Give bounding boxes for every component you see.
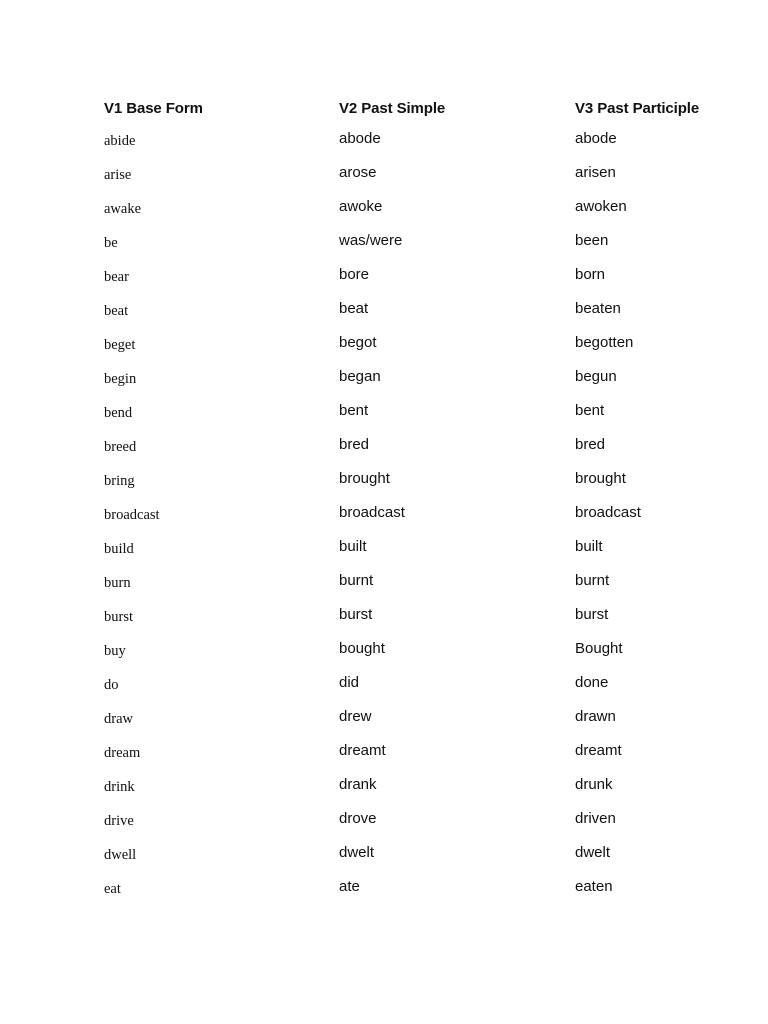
- v2-past-simple-cell: built: [339, 538, 367, 555]
- table-row: [104, 876, 724, 910]
- v2-past-simple-cell: drank: [339, 776, 377, 793]
- v1-base-form-cell: dream: [104, 745, 141, 761]
- v1-base-form-cell: beat: [104, 303, 129, 319]
- v1-base-form-cell: drink: [104, 779, 135, 795]
- table-row: [104, 400, 724, 434]
- v1-base-form-cell: build: [104, 541, 134, 557]
- v1-base-form-cell: abide: [104, 133, 136, 149]
- header-v2-past-simple: V2 Past Simple: [339, 100, 446, 117]
- v2-past-simple-cell: dwelt: [339, 844, 375, 861]
- table-row: [104, 434, 724, 468]
- table-row: [104, 706, 724, 740]
- v1-base-form-cell: bring: [104, 473, 135, 489]
- v3-past-participle-cell: brought: [575, 470, 626, 487]
- irregular-verbs-table: [104, 98, 724, 910]
- table-row: [104, 468, 724, 502]
- table-row: [104, 366, 724, 400]
- v1-base-form-cell: burn: [104, 575, 131, 591]
- table-row: [104, 332, 724, 366]
- v1-base-form-cell: drive: [104, 813, 134, 829]
- table-header-row: [104, 98, 724, 128]
- v1-base-form-cell: burst: [104, 609, 133, 625]
- v2-past-simple-cell: dreamt: [339, 742, 386, 759]
- v3-past-participle-cell: awoken: [575, 198, 627, 215]
- v1-base-form-cell: begin: [104, 371, 137, 387]
- table-row: [104, 774, 724, 808]
- v3-past-participle-cell: born: [575, 266, 606, 283]
- v3-past-participle-cell: eaten: [575, 878, 613, 895]
- v1-base-form-cell: breed: [104, 439, 137, 455]
- v3-past-participle-cell: broadcast: [575, 504, 641, 521]
- v2-past-simple-cell: bent: [339, 402, 369, 419]
- v2-past-simple-cell: was/were: [339, 232, 403, 249]
- v2-past-simple-cell: broadcast: [339, 504, 405, 521]
- table-body: [104, 128, 724, 910]
- v2-past-simple-cell: brought: [339, 470, 390, 487]
- v3-past-participle-cell: dreamt: [575, 742, 622, 759]
- v3-past-participle-cell: begotten: [575, 334, 634, 351]
- table-row: [104, 162, 724, 196]
- v3-past-participle-cell: beaten: [575, 300, 621, 317]
- v2-past-simple-cell: begot: [339, 334, 377, 351]
- v2-past-simple-cell: did: [339, 674, 360, 691]
- table-row: [104, 672, 724, 706]
- table-row: [104, 570, 724, 604]
- table-row: [104, 842, 724, 876]
- v1-base-form-cell: arise: [104, 167, 132, 183]
- v3-past-participle-cell: done: [575, 674, 609, 691]
- v1-base-form-cell: bend: [104, 405, 133, 421]
- v3-past-participle-cell: arisen: [575, 164, 616, 181]
- v3-past-participle-cell: begun: [575, 368, 617, 385]
- v1-base-form-cell: buy: [104, 643, 126, 659]
- v3-past-participle-cell: bred: [575, 436, 606, 453]
- v1-base-form-cell: awake: [104, 201, 142, 217]
- v3-past-participle-cell: burnt: [575, 572, 610, 589]
- table-row: [104, 230, 724, 264]
- v3-past-participle-cell: bent: [575, 402, 605, 419]
- v2-past-simple-cell: awoke: [339, 198, 383, 215]
- v1-base-form-cell: dwell: [104, 847, 137, 863]
- v1-base-form-cell: bear: [104, 269, 129, 285]
- v1-base-form-cell: draw: [104, 711, 133, 727]
- table-row: [104, 502, 724, 536]
- v3-past-participle-cell: driven: [575, 810, 616, 827]
- v2-past-simple-cell: drew: [339, 708, 372, 725]
- v1-base-form-cell: eat: [104, 881, 121, 897]
- v1-base-form-cell: broadcast: [104, 507, 160, 523]
- v2-past-simple-cell: drove: [339, 810, 377, 827]
- v3-past-participle-cell: burst: [575, 606, 609, 623]
- table-row: [104, 638, 724, 672]
- v2-past-simple-cell: abode: [339, 130, 381, 147]
- v3-past-participle-cell: dwelt: [575, 844, 611, 861]
- v1-base-form-cell: beget: [104, 337, 136, 353]
- table-row: [104, 264, 724, 298]
- table-row: [104, 808, 724, 842]
- v3-past-participle-cell: drunk: [575, 776, 613, 793]
- table-row: [104, 604, 724, 638]
- v2-past-simple-cell: bought: [339, 640, 385, 657]
- v2-past-simple-cell: ate: [339, 878, 360, 895]
- v2-past-simple-cell: began: [339, 368, 381, 385]
- v3-past-participle-cell: built: [575, 538, 603, 555]
- v3-past-participle-cell: drawn: [575, 708, 616, 725]
- header-v3-past-participle: V3 Past Participle: [575, 100, 700, 117]
- v2-past-simple-cell: bore: [339, 266, 370, 283]
- table-row: [104, 740, 724, 774]
- v2-past-simple-cell: bred: [339, 436, 370, 453]
- v3-past-participle-cell: abode: [575, 130, 617, 147]
- v1-base-form-cell: do: [104, 677, 119, 693]
- v2-past-simple-cell: burst: [339, 606, 373, 623]
- v2-past-simple-cell: arose: [339, 164, 377, 181]
- table-row: [104, 128, 724, 162]
- table-row: [104, 196, 724, 230]
- v1-base-form-cell: be: [104, 235, 118, 251]
- table-row: [104, 536, 724, 570]
- v2-past-simple-cell: burnt: [339, 572, 374, 589]
- v3-past-participle-cell: Bought: [575, 640, 623, 657]
- table-row: [104, 298, 724, 332]
- v3-past-participle-cell: been: [575, 232, 609, 249]
- header-v1-base-form: V1 Base Form: [104, 100, 203, 117]
- v2-past-simple-cell: beat: [339, 300, 369, 317]
